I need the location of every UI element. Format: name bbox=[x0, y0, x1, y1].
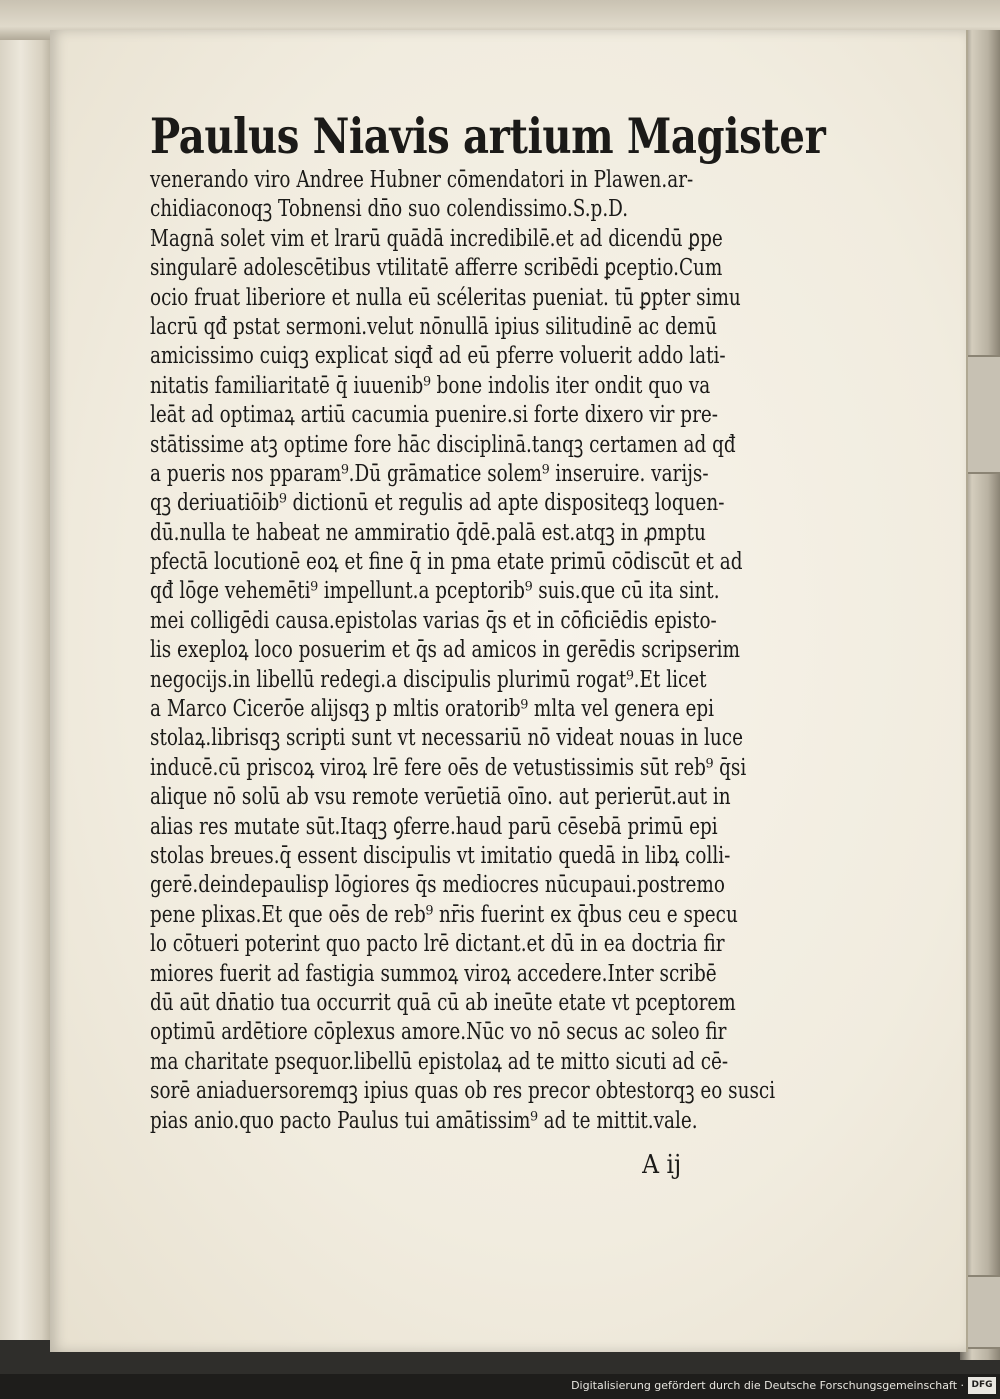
text-line: mei colligēdi causa.epistolas varias q̄s et in cōficiēdis episto- bbox=[150, 607, 717, 634]
text-line: pfectā locutionē eoꝝ et fine q̄ in pma etate primū cōdiscūt et ad bbox=[150, 549, 743, 576]
text-line: amicissimo cuiqꝫ explicat siqđ ad eū pferre voluerit addo lati- bbox=[150, 343, 726, 370]
signature-mark: A ij bbox=[642, 1150, 682, 1180]
text-line: a Marco Cicerōe alijsqꝫ p mltis oratorib⁹ mlta vel genera epi bbox=[150, 696, 715, 723]
dfg-logo: DFG bbox=[968, 1377, 996, 1394]
text-line: negocijs.in libellū redegi.a discipulis plurimū rogat⁹.Et licet bbox=[150, 666, 707, 693]
funding-text: Digitalisierung gefördert durch die Deutsche Forschungsgemeinschaft · bbox=[571, 1379, 964, 1392]
text-line: singularē adolescētibus vtilitatē afferre scribēdi ꝑceptio.Cum bbox=[150, 255, 723, 282]
page-title: Paulus Niavis artium Magister bbox=[150, 107, 826, 165]
book-page bbox=[50, 30, 968, 1352]
text-line: stātissime atꝫ optime fore hāc disciplinā.tanqꝫ certamen ad qđ bbox=[150, 431, 736, 458]
text-line: miores fuerit ad fastigia summoꝝ viroꝝ accedere.Inter scribē bbox=[150, 960, 717, 987]
text-line: stolaꝝ.librisqꝫ scripti sunt vt necessariū nō videat nouas in luce bbox=[150, 725, 743, 752]
text-line: ma charitate psequor.libellū epistolaꝝ ad te mitto sicuti ad cē- bbox=[150, 1048, 729, 1075]
text-line: pene plixas.Et que oēs de reb⁹ nr̄is fuerint ex q̄bus ceu e specu bbox=[150, 901, 738, 928]
text-line: leāt ad optimaꝝ artiū cacumia puenire.si forte dixero vir pre- bbox=[150, 402, 718, 429]
text-line: lis exeploꝝ loco posuerim et q̄s ad amicos in gerēdis scripserim bbox=[150, 637, 740, 664]
text-line: Magnā solet vim et lrarū quādā incredibilē.et ad dicendū ꝑpe bbox=[150, 225, 723, 252]
text-line: sorē aniaduersoremqꝫ ipius quas ob res precor obtestorqꝫ eo susci bbox=[150, 1078, 776, 1105]
body-text bbox=[150, 166, 840, 1136]
text-line: alique nō solū ab vsu remote verūetiā oīno. aut perierūt.aut in bbox=[150, 784, 731, 811]
page-text-block bbox=[150, 108, 840, 1136]
text-line: stolas breues.q̄ essent discipulis vt imitatio quedā in libꝝ colli- bbox=[150, 842, 731, 869]
text-line: lacrū qđ pstat sermoni.velut nōnullā ipius silitudinē ac demū bbox=[150, 313, 717, 340]
text-line: dū aūt dn̄atio tua occurrit quā cū ab ineūte etate vt pceptorem bbox=[150, 989, 736, 1016]
text-line: gerē.deindepaulisp lōgiores q̄s mediocres nūcupaui.postremo bbox=[150, 872, 725, 899]
text-line: lo cōtueri poterint quo pacto lrē dictant.et dū in ea doctria fir bbox=[150, 931, 725, 958]
text-line: optimū ardētiore cōplexus amore.Nūc vo nō secus ac soleo fir bbox=[150, 1019, 727, 1046]
text-line: ocio fruat liberiore et nulla eū scéleritas pueniat. tū ꝑpter simu bbox=[150, 284, 741, 311]
text-line: pias anio.quo pacto Paulus tui amātissim⁹ ad te mittit.vale. bbox=[150, 1107, 698, 1134]
funding-footer bbox=[0, 1374, 1000, 1399]
text-line: qđ lōge vehemēti⁹ impellunt.a pceptorib⁹ suis.que cū ita sint. bbox=[150, 578, 720, 605]
text-line: dū.nulla te habeat ne ammiratio q̄dē.palā est.atqꝫ in ꝓmptu bbox=[150, 519, 706, 546]
text-line: nitatis familiaritatē q̄ iuuenib⁹ bone indolis iter ondit quo va bbox=[150, 372, 711, 399]
text-line: alias res mutate sūt.Itaqꝫ ꝯferre.haud parū cēsebā primū epi bbox=[150, 813, 718, 840]
text-line: venerando viro Andree Hubner cōmendatori in Plawen.ar- bbox=[150, 167, 694, 193]
text-line: chidiaconoqꝫ Tobnensi dn̄o suo colendissimo.S.p.D. bbox=[150, 196, 629, 223]
text-line: a pueris nos pparam⁹.Dū grāmatice solem⁹ inseruire. varijs- bbox=[150, 460, 709, 487]
text-line: qꝫ deriuatiōib⁹ dictionū et regulis ad apte dispositeqꝫ loquen- bbox=[150, 490, 725, 517]
left-page-edge bbox=[0, 40, 54, 1340]
text-line: inducē.cū priscoꝝ viroꝝ lrē fere oēs de vetustissimis sūt reb⁹ q̄si bbox=[150, 754, 747, 781]
